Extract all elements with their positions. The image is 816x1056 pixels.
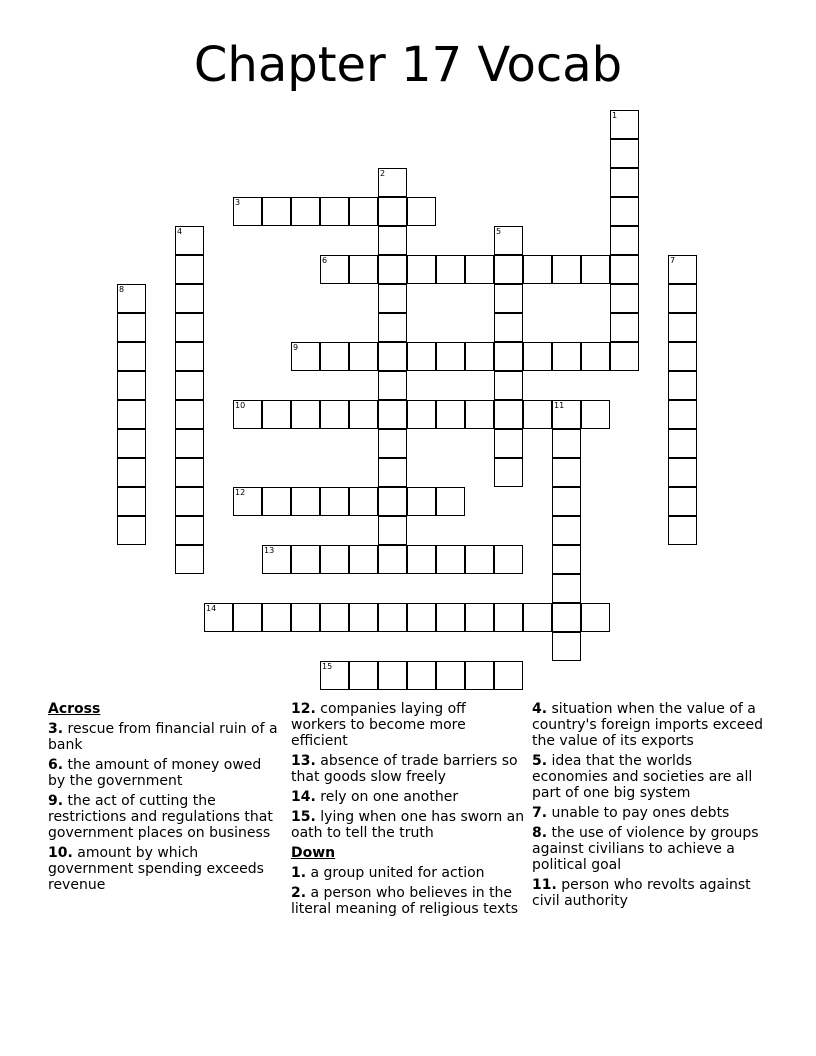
clue-text: the act of cutting the restrictions and regulations that government places on business xyxy=(48,793,273,841)
clue-text: person who revolts against civil authority xyxy=(532,877,751,909)
crossword-cell[interactable] xyxy=(610,284,639,313)
crossword-cell[interactable] xyxy=(117,429,146,458)
clue-across-3 xyxy=(48,721,280,753)
crossword-cell[interactable] xyxy=(552,632,581,661)
crossword-cell[interactable] xyxy=(117,487,146,516)
crossword-cell[interactable] xyxy=(552,545,581,574)
clue-down-1 xyxy=(291,865,525,881)
crossword-cell[interactable] xyxy=(581,342,610,371)
crossword-cell[interactable] xyxy=(291,400,320,429)
clue-down-4 xyxy=(532,701,770,749)
crossword-cell[interactable] xyxy=(407,545,436,574)
crossword-cell[interactable] xyxy=(668,342,697,371)
crossword-cell[interactable] xyxy=(436,400,465,429)
crossword-cell[interactable] xyxy=(378,458,407,487)
crossword-cell[interactable] xyxy=(668,284,697,313)
clue-across-10 xyxy=(48,845,280,893)
crossword-cell[interactable] xyxy=(378,545,407,574)
clues-column-1 xyxy=(48,701,280,897)
cell-number: 4 xyxy=(177,227,183,236)
crossword-cell[interactable] xyxy=(407,661,436,690)
crossword-cell[interactable] xyxy=(494,342,523,371)
across-heading: Across xyxy=(48,701,101,717)
clue-down-7 xyxy=(532,805,770,821)
crossword-cell[interactable] xyxy=(407,197,436,226)
crossword-cell[interactable] xyxy=(494,429,523,458)
crossword-cell[interactable] xyxy=(320,487,349,516)
clue-number: 13. xyxy=(291,753,316,769)
crossword-cell[interactable] xyxy=(465,255,494,284)
clue-text: the amount of money owed by the government xyxy=(48,757,262,789)
crossword-cell[interactable] xyxy=(494,255,523,284)
crossword-cell[interactable] xyxy=(668,487,697,516)
crossword-cell[interactable] xyxy=(320,545,349,574)
crossword-cell[interactable] xyxy=(175,371,204,400)
crossword-cell[interactable] xyxy=(668,429,697,458)
crossword-cell[interactable] xyxy=(262,545,291,574)
crossword-cell[interactable] xyxy=(668,516,697,545)
clue-down-2 xyxy=(291,885,525,917)
crossword-cell[interactable] xyxy=(552,255,581,284)
crossword-cell[interactable] xyxy=(117,458,146,487)
crossword-cell[interactable] xyxy=(668,371,697,400)
crossword-cell[interactable] xyxy=(668,255,697,284)
crossword-cell[interactable] xyxy=(378,603,407,632)
crossword-cell[interactable] xyxy=(320,197,349,226)
crossword-cell[interactable] xyxy=(494,661,523,690)
clue-text: unable to pay ones debts xyxy=(551,805,730,821)
crossword-cell[interactable] xyxy=(320,255,349,284)
crossword-cell[interactable] xyxy=(320,400,349,429)
crossword-cell[interactable] xyxy=(552,429,581,458)
crossword-cell[interactable] xyxy=(523,255,552,284)
cell-number: 11 xyxy=(554,401,565,410)
clue-text: the use of violence by groups against civilians to achieve a political goal xyxy=(532,825,759,873)
crossword-cell[interactable] xyxy=(349,400,378,429)
down-heading: Down xyxy=(291,845,336,861)
crossword-cell[interactable] xyxy=(610,313,639,342)
crossword-cell[interactable] xyxy=(552,342,581,371)
crossword-cell[interactable] xyxy=(175,284,204,313)
crossword-cell[interactable] xyxy=(668,400,697,429)
cell-number: 15 xyxy=(322,662,333,671)
clue-text: idea that the worlds economies and societies are all part of one big system xyxy=(532,753,753,801)
clue-down-11 xyxy=(532,877,770,909)
crossword-cell[interactable] xyxy=(407,487,436,516)
clue-number: 5. xyxy=(532,753,548,769)
crossword-cell[interactable] xyxy=(291,603,320,632)
crossword-cell[interactable] xyxy=(610,197,639,226)
crossword-cell[interactable] xyxy=(233,487,262,516)
clue-text: absence of trade barriers so that goods slow freely xyxy=(291,753,518,785)
crossword-cell[interactable] xyxy=(175,255,204,284)
crossword-cell[interactable] xyxy=(175,400,204,429)
crossword-cell[interactable] xyxy=(494,226,523,255)
crossword-cell[interactable] xyxy=(378,371,407,400)
crossword-cell[interactable] xyxy=(291,545,320,574)
crossword-cell[interactable] xyxy=(581,603,610,632)
crossword-cell[interactable] xyxy=(175,226,204,255)
clue-number: 12. xyxy=(291,701,316,717)
clue-number: 14. xyxy=(291,789,316,805)
crossword-cell[interactable] xyxy=(610,139,639,168)
crossword-cell[interactable] xyxy=(407,255,436,284)
crossword-cell[interactable] xyxy=(494,603,523,632)
clue-across-6 xyxy=(48,757,280,789)
clue-number: 10. xyxy=(48,845,73,861)
crossword-cell[interactable] xyxy=(262,400,291,429)
clue-text: a person who believes in the literal meaning of religious texts xyxy=(291,885,519,917)
crossword-cell[interactable] xyxy=(117,516,146,545)
crossword-cell[interactable] xyxy=(407,342,436,371)
crossword-cell[interactable] xyxy=(320,661,349,690)
crossword-cell[interactable] xyxy=(581,255,610,284)
clue-number: 6. xyxy=(48,757,64,773)
cell-number: 14 xyxy=(206,604,217,613)
crossword-cell[interactable] xyxy=(320,342,349,371)
crossword-cell[interactable] xyxy=(117,371,146,400)
crossword-cell[interactable] xyxy=(349,255,378,284)
crossword-cell[interactable] xyxy=(465,400,494,429)
crossword-cell[interactable] xyxy=(175,516,204,545)
crossword-cell[interactable] xyxy=(378,400,407,429)
crossword-cell[interactable] xyxy=(436,545,465,574)
cell-number: 2 xyxy=(380,169,386,178)
crossword-cell[interactable] xyxy=(378,284,407,313)
clue-text: situation when the value of a country's foreign imports exceed the value of its exports xyxy=(532,701,763,749)
crossword-cell[interactable] xyxy=(494,458,523,487)
crossword-cell[interactable] xyxy=(175,487,204,516)
clue-across-15 xyxy=(291,809,525,841)
crossword-cell[interactable] xyxy=(523,603,552,632)
crossword-cell[interactable] xyxy=(523,400,552,429)
cell-number: 12 xyxy=(235,488,246,497)
crossword-cell[interactable] xyxy=(610,110,639,139)
crossword-cell[interactable] xyxy=(552,603,581,632)
crossword-cell[interactable] xyxy=(407,603,436,632)
clue-text: lying when one has sworn an oath to tell the truth xyxy=(291,809,525,841)
crossword-cell[interactable] xyxy=(175,458,204,487)
crossword-cell[interactable] xyxy=(262,603,291,632)
crossword-cell[interactable] xyxy=(349,197,378,226)
crossword-cell[interactable] xyxy=(494,284,523,313)
crossword-cell[interactable] xyxy=(233,603,262,632)
crossword-cell[interactable] xyxy=(436,255,465,284)
crossword-cell[interactable] xyxy=(552,458,581,487)
crossword-cell[interactable] xyxy=(117,342,146,371)
cell-number: 5 xyxy=(496,227,502,236)
crossword-cell[interactable] xyxy=(668,458,697,487)
clue-across-14 xyxy=(291,789,525,805)
cell-number: 8 xyxy=(119,285,125,294)
crossword-cell[interactable] xyxy=(291,487,320,516)
crossword-cell[interactable] xyxy=(465,342,494,371)
crossword-cell[interactable] xyxy=(494,313,523,342)
clue-number: 2. xyxy=(291,885,307,901)
cell-number: 1 xyxy=(612,111,618,120)
clue-number: 1. xyxy=(291,865,307,881)
crossword-cell[interactable] xyxy=(465,661,494,690)
crossword-cell[interactable] xyxy=(175,545,204,574)
crossword-cell[interactable] xyxy=(465,603,494,632)
crossword-cell[interactable] xyxy=(436,603,465,632)
clue-down-5 xyxy=(532,753,770,801)
clue-number: 11. xyxy=(532,877,557,893)
clue-number: 3. xyxy=(48,721,64,737)
crossword-cell[interactable] xyxy=(552,400,581,429)
clue-text: a group united for action xyxy=(310,865,485,881)
cell-number: 3 xyxy=(235,198,241,207)
cell-number: 9 xyxy=(293,343,299,352)
crossword-cell[interactable] xyxy=(378,168,407,197)
crossword-cell[interactable] xyxy=(262,487,291,516)
clue-text: amount by which government spending exceeds revenue xyxy=(48,845,264,893)
crossword-cell[interactable] xyxy=(552,487,581,516)
crossword-cell[interactable] xyxy=(436,487,465,516)
clue-text: companies laying off workers to become more efficient xyxy=(291,701,466,749)
crossword-cell[interactable] xyxy=(610,226,639,255)
crossword-cell[interactable] xyxy=(233,197,262,226)
clue-number: 4. xyxy=(532,701,548,717)
cell-number: 7 xyxy=(670,256,676,265)
crossword-cell[interactable] xyxy=(610,342,639,371)
crossword-cell[interactable] xyxy=(117,400,146,429)
crossword-cell[interactable] xyxy=(581,400,610,429)
clue-number: 7. xyxy=(532,805,548,821)
crossword-cell[interactable] xyxy=(378,226,407,255)
clues-column-2 xyxy=(291,701,525,921)
clue-number: 15. xyxy=(291,809,316,825)
clue-number: 8. xyxy=(532,825,548,841)
crossword-cell[interactable] xyxy=(494,400,523,429)
crossword-cell[interactable] xyxy=(349,603,378,632)
clue-text: rely on one another xyxy=(320,789,459,805)
crossword-cell[interactable] xyxy=(117,313,146,342)
crossword-cell[interactable] xyxy=(291,342,320,371)
clue-across-13 xyxy=(291,753,525,785)
crossword-cell[interactable] xyxy=(494,371,523,400)
crossword-cell[interactable] xyxy=(117,284,146,313)
crossword-cell[interactable] xyxy=(291,197,320,226)
crossword-cell[interactable] xyxy=(349,661,378,690)
clue-across-9 xyxy=(48,793,280,841)
crossword-cell[interactable] xyxy=(523,342,552,371)
clue-number: 9. xyxy=(48,793,64,809)
crossword-cell[interactable] xyxy=(378,487,407,516)
clue-down-8 xyxy=(532,825,770,873)
crossword-cell[interactable] xyxy=(349,545,378,574)
clues-column-3 xyxy=(532,701,770,913)
crossword-cell[interactable] xyxy=(175,313,204,342)
crossword-cell[interactable] xyxy=(378,661,407,690)
crossword-cell[interactable] xyxy=(378,255,407,284)
crossword-cell[interactable] xyxy=(494,545,523,574)
crossword-cell[interactable] xyxy=(436,661,465,690)
crossword-cell[interactable] xyxy=(175,342,204,371)
cell-number: 13 xyxy=(264,546,275,555)
crossword-cell[interactable] xyxy=(668,313,697,342)
crossword-cell[interactable] xyxy=(378,342,407,371)
crossword-cell[interactable] xyxy=(175,429,204,458)
crossword-cell[interactable] xyxy=(233,400,262,429)
cell-number: 10 xyxy=(235,401,246,410)
crossword-cell[interactable] xyxy=(378,313,407,342)
clue-across-12 xyxy=(291,701,525,749)
crossword-cell[interactable] xyxy=(552,516,581,545)
crossword-cell[interactable] xyxy=(204,603,233,632)
crossword-cell[interactable] xyxy=(349,342,378,371)
crossword-cell[interactable] xyxy=(610,168,639,197)
crossword-cell[interactable] xyxy=(407,400,436,429)
crossword-cell[interactable] xyxy=(320,603,349,632)
crossword-cell[interactable] xyxy=(552,574,581,603)
crossword-cell[interactable] xyxy=(436,342,465,371)
crossword-cell[interactable] xyxy=(378,197,407,226)
crossword-cell[interactable] xyxy=(349,487,378,516)
clue-text: rescue from financial ruin of a bank xyxy=(48,721,278,753)
crossword-cell[interactable] xyxy=(610,255,639,284)
crossword-cell[interactable] xyxy=(262,197,291,226)
crossword-cell[interactable] xyxy=(465,545,494,574)
crossword-cell[interactable] xyxy=(378,516,407,545)
cell-number: 6 xyxy=(322,256,328,265)
crossword-cell[interactable] xyxy=(378,429,407,458)
page-title: Chapter 17 Vocab xyxy=(193,37,623,93)
